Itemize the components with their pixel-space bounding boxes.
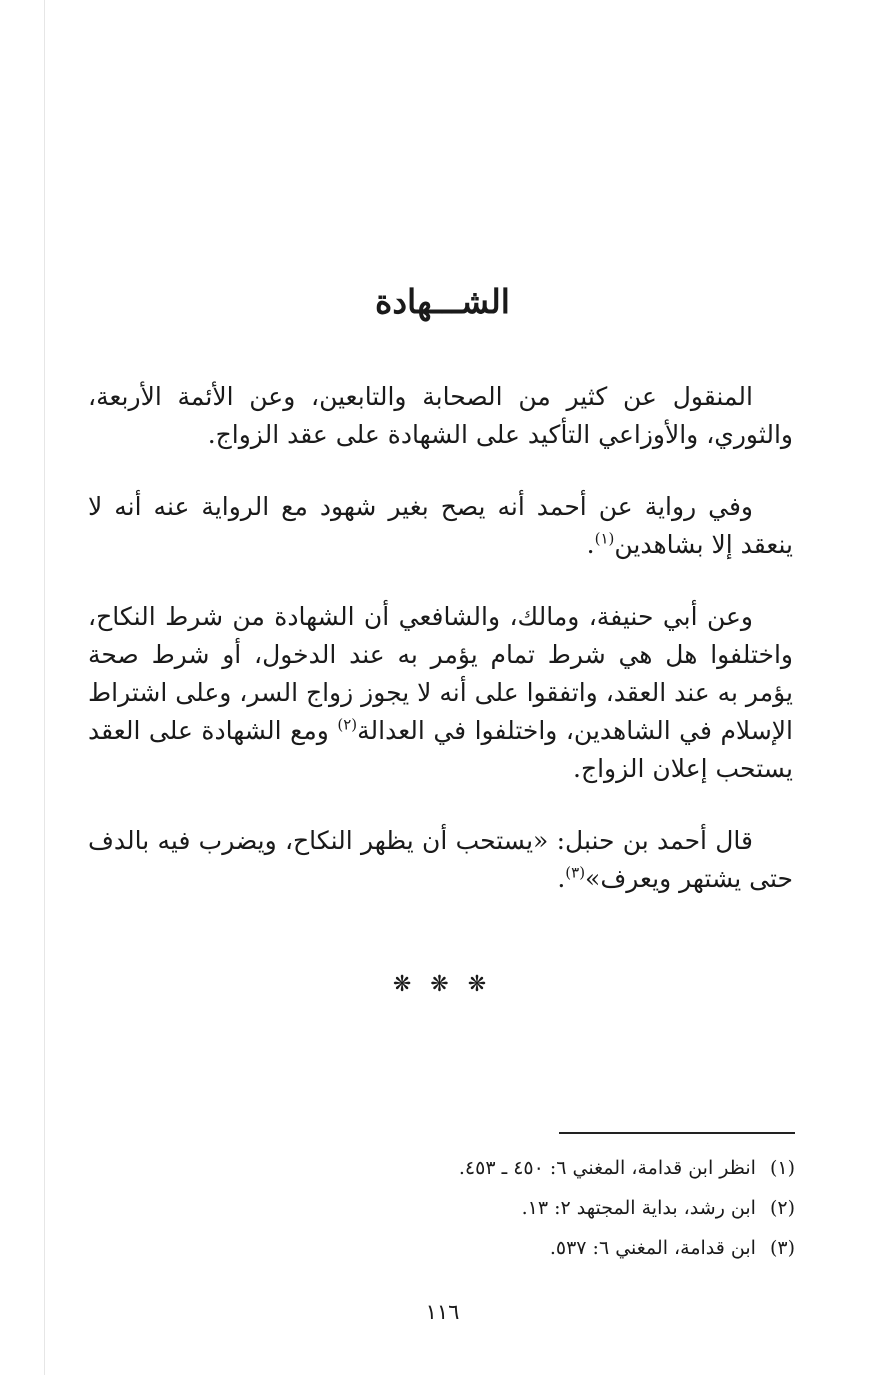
paragraph-3-text-b: ومع الشهادة على العقد يستحب إعلان الزواج. [88,716,793,783]
page-number: ١١٦ [425,1300,460,1324]
page-edge-line [44,0,45,1375]
footnote-number: (١) [769,1157,795,1179]
chapter-title: الشـــهادة [375,282,510,321]
footnote-ref-2: (٢) [337,715,358,734]
paragraph-3-text-a: وعن أبي حنيفة، ومالك، والشافعي أن الشهادة من شرط النكاح، واختلفوا هل هي شرط تمام يؤمر به عند الدخول، أو شرط صحة يؤمر به عند العقد، واتفقوا على أنه لا يجوز زواج السر، وعلى اشتراط الإسلام في الشاهدين، واختلفوا في العدالة [88,602,793,745]
footnote-text: ابن قدامة، المغني ٦: ٥٣٧. [549,1237,756,1259]
paragraph-2 [88,488,793,564]
paragraph-4 [88,822,793,898]
paragraph-2-end: . [586,530,595,559]
footnote-3 [90,1228,795,1268]
paragraph-4-end: . [557,864,566,893]
footnotes [90,1148,795,1268]
footnote-text: ابن رشد، بداية المجتهد ٢: ١٣. [521,1197,756,1219]
footnote-divider [559,1132,795,1134]
footnote-2 [90,1188,795,1228]
footnote-ref-1: (١) [594,529,615,548]
paragraph-4-text: قال أحمد بن حنبل: «يستحب أن يظهر النكاح، ويضرب فيه بالدف حتى يشتهر ويعرف» [88,826,793,893]
paragraph-3 [88,598,793,788]
footnote-text: انظر ابن قدامة، المغني ٦: ٤٥٠ ـ ٤٥٣. [458,1157,756,1179]
footnote-number: (٢) [769,1197,795,1219]
footnote-1 [90,1148,795,1188]
paragraph-1: المنقول عن كثير من الصحابة والتابعين، وعن الأئمة الأربعة، والثوري، والأوزاعي التأكيد على الشهادة على عقد الزواج. [88,382,793,449]
section-separator: ❋ ❋ ❋ [392,972,493,997]
footnote-ref-3: (٣) [565,863,586,882]
paragraph-2-text: وفي رواية عن أحمد أنه يصح بغير شهود مع الرواية عنه أنه لا ينعقد إلا بشاهدين [88,492,793,559]
footnote-number: (٣) [769,1237,795,1259]
main-text [88,378,793,932]
